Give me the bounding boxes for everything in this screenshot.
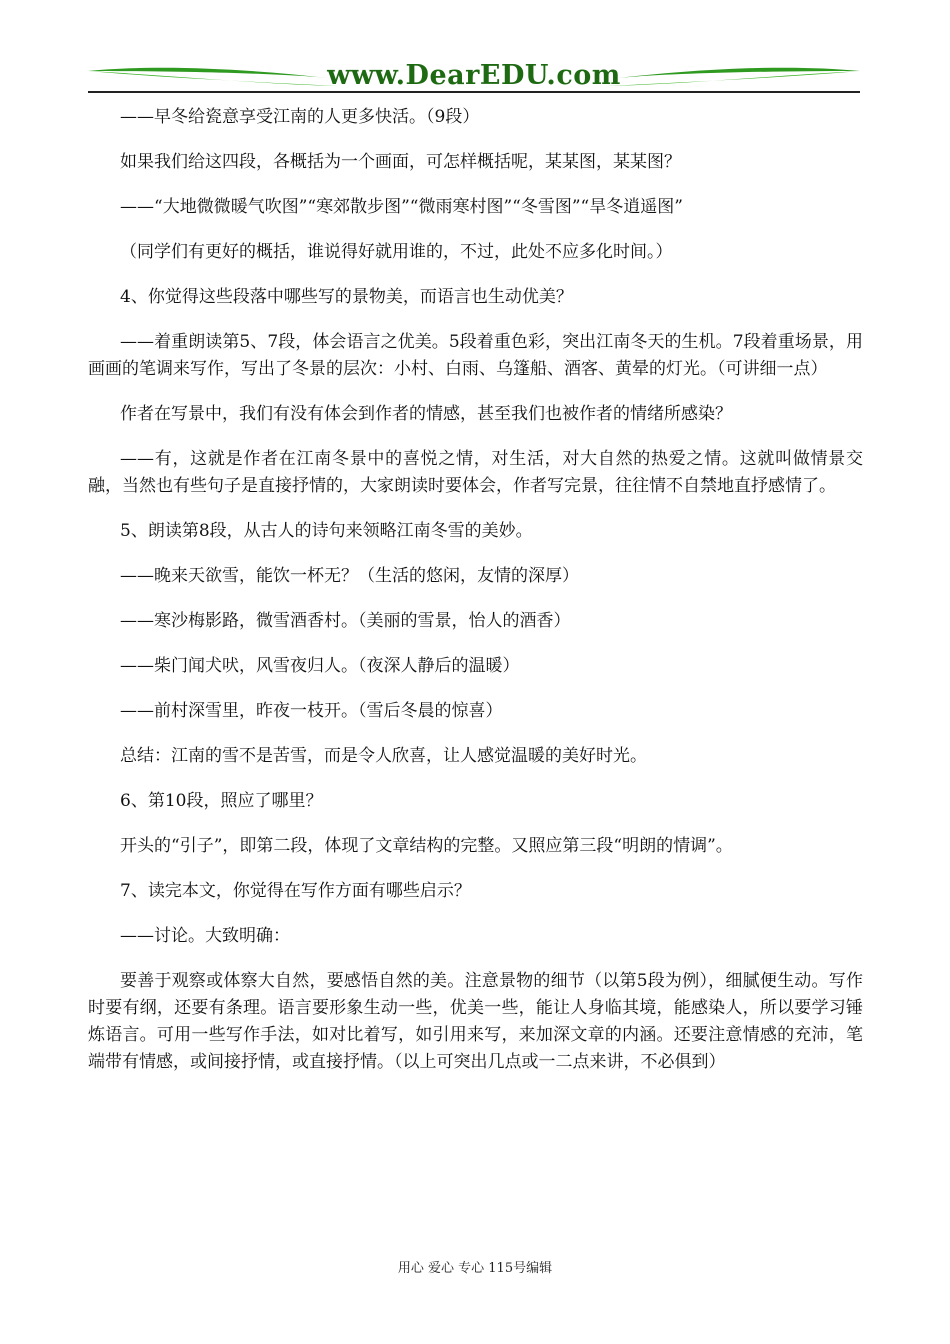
paragraph: ——早冬给瓷意享受江南的人更多快活。（9段）: [120, 107, 480, 127]
paragraph: 5、朗读第8段，从古人的诗句来领略江南冬雪的美妙。: [120, 521, 533, 541]
paragraph: ——寒沙梅影路，微雪酒香村。（美丽的雪景，怡人的酒香）: [120, 611, 571, 631]
paragraph: 总结：江南的雪不是苦雪，而是令人欣喜，让人感觉温暖的美好时光。: [120, 746, 647, 766]
paragraph: ——着重朗读第5、7段，体会语言之优美。5段着重色彩，突出江南冬天的生机。7段着重场景，用画画的笔调来写作，写出了冬景的层次：小村、白雨、乌篷船、酒客、黄晕的灯光。（可讲细一点）: [88, 332, 863, 379]
paragraph: 作者在写景中，我们有没有体会到作者的情感，甚至我们也被作者的情绪所感染？: [120, 404, 732, 424]
paragraph: ——柴门闻犬吠，风雪夜归人。（夜深人静后的温暖）: [120, 656, 520, 676]
paragraph: 7、读完本文，你觉得在写作方面有哪些启示？: [120, 881, 471, 901]
paragraph: 要善于观察或体察大自然，要感悟自然的美。注意景物的细节（以第5段为例），细腻便生动。写作时要有纲，还要有条理。语言要形象生动一些，优美一些，能让人身临其境，能感染人，所以要学习锤炼语言。可用一些写作手法，如对比着写，如引用来写，来加深文章的内涵。还要注意情感的充沛，笔端带有情感，或间接抒情，或直接抒情。（以上可突出几点或一二点来讲，不必俱到）: [88, 971, 863, 1072]
paragraph: ——有，这就是作者在江南冬景中的喜悦之情，对生活，对大自然的热爱之情。这就叫做情景交融，当然也有些句子是直接抒情的，大家朗读时要体会，作者写完景，往往情不自禁地直抒感情了。: [88, 449, 863, 496]
paragraph: （同学们有更好的概括，谁说得好就用谁的，不过，此处不应多化时间。）: [120, 242, 673, 262]
paragraph: ——讨论。大致明确：: [120, 926, 290, 946]
paragraph: ——前村深雪里，昨夜一枝开。（雪后冬晨的惊喜）: [120, 701, 503, 721]
paragraph: 6、第10段，照应了哪里？: [120, 791, 323, 811]
site-logo: www.DearEDU.com: [327, 60, 621, 91]
paragraph: ——晚来天欲雪，能饮一杯无？（生活的悠闲，友情的深厚）: [120, 566, 579, 586]
paragraph: 4、你觉得这些段落中哪些写的景物美，而语言也生动优美？: [120, 287, 573, 307]
page-footer: 用心 爱心 专心 115号编辑: [397, 1261, 553, 1276]
page-header: [88, 60, 860, 96]
paragraph: 开头的“引子”，即第二段，体现了文章结构的完整。又照应第三段“明朗的情调”。: [120, 836, 733, 856]
header-divider: [88, 91, 860, 93]
paragraph: 如果我们给这四段，各概括为一个画面，可怎样概括呢，某某图，某某图？: [120, 152, 681, 172]
paragraph: ——“大地微微暖气吹图”“寒郊散步图”“微雨寒村图”“冬雪图”“旱冬逍遥图”: [120, 197, 683, 217]
document-body: [88, 104, 863, 1076]
